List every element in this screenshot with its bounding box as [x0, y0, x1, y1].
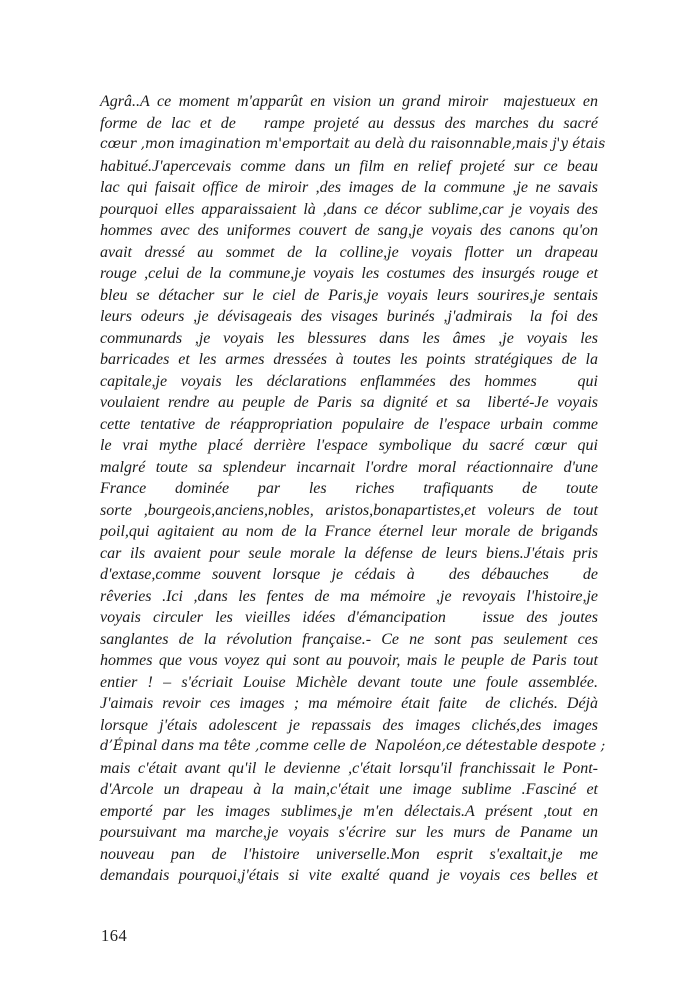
text-line: bleu se détacher sur le ciel de Paris,je voyais leurs sourires,je sentais — [100, 286, 598, 304]
text-line: demandais pourquoi,j'étais si vite exalté quand je voyais ces belles et — [100, 867, 598, 884]
text-line: rêveries .Ici ,dans les fentes de ma mémoire ,je revoyais l'histoire,je — [100, 587, 598, 605]
text-line: capitale,je voyais les déclarations enflammées des hommes qui — [100, 372, 598, 390]
text-line: voulaient rendre au peuple de Paris sa dignité et sa liberté-Je voyais — [100, 394, 598, 411]
text-line: forme de lac et de rampe projeté au dessus des marches du sacré — [100, 114, 598, 132]
text-line: d'extase,comme souvent lorsque je cédais à des débauches de — [100, 566, 598, 583]
text-line: le vrai mythe placé derrière l'espace symbolique du sacré cœur qui — [100, 437, 598, 454]
text-line: rouge ,celui de la commune,je voyais les costumes des insurgés rouge et — [100, 265, 598, 282]
text-line: pourquoi elles apparaissaient là ,dans ce décor sublime,car je voyais des — [100, 200, 598, 218]
text-line: d'Arcole un drapeau à la main,c'était une image sublime .Fasciné et — [100, 781, 598, 798]
text-line: poursuivant ma marche,je voyais s'écrire sur les murs de Paname un — [100, 824, 598, 841]
page-number: 164 — [101, 926, 128, 945]
paragraph — [100, 91, 606, 887]
text-line: hommes que vous voyez qui sont au pouvoir, mais le peuple de Paris tout — [100, 652, 598, 669]
text-line: barricades et les armes dressées à toutes les points stratégiques de la — [100, 351, 598, 368]
text-line: entier ! – s'écriait Louise Michèle devant toute une foule assemblée. — [100, 673, 598, 691]
text-line: car ils avaient pour seule morale la défense de leurs biens.J'étais pris — [100, 544, 598, 562]
text-line: communards ,je voyais les blessures dans les âmes ,je voyais les — [100, 329, 598, 347]
text-line: voyais circuler les vieilles idées d'émancipation issue des joutes — [100, 609, 598, 626]
text-line: poil,qui agitaient au nom de la France éternel leur morale de brigands — [100, 523, 598, 540]
text-line: sanglantes de la révolution française.- Ce ne sont pas seulement ces — [100, 630, 598, 648]
text-line: lac qui faisait office de miroir ,des images de la commune ,je ne savais — [100, 179, 598, 196]
text-line: avait dressé au sommet de la colline,je voyais flotter un drapeau — [100, 243, 598, 261]
text-line: malgré toute sa splendeur incarnait l'ordre moral réactionnaire d'une — [100, 458, 598, 476]
text-line: mais c'était avant qu'il le devienne ,c'était lorsqu'il franchissait le Pont- — [100, 759, 598, 777]
text-line: J'aimais revoir ces images ; ma mémoire était faite de clichés. Déjà — [100, 695, 598, 712]
text-line: nouveau pan de l'histoire universelle.Mon esprit s'exaltait,je me — [100, 845, 598, 863]
text-line: emporté par les images sublimes,je m'en délectais.A présent ,tout en — [100, 802, 598, 820]
text-line: Agrâ..A ce moment m'apparût en vision un grand miroir majestueux en — [100, 93, 598, 110]
text-line: cette tentative de réappropriation populaire de l'espace urbain comme — [100, 415, 598, 433]
text-line: lorsque j'étais adolescent je repassais des images clichés,des images — [100, 716, 598, 734]
text-line: sorte ,bourgeois,anciens,nobles, aristos,bonapartistes,et voleurs de tout — [100, 501, 598, 519]
text-line: habitué.J'apercevais comme dans un film en relief projeté sur ce beau — [100, 157, 598, 175]
text-line: cœur ,mon imagination m'emportait au delà du raisonnable,mais j'y étais — [100, 136, 606, 152]
text-line: leurs odeurs ,je dévisageais des visages burinés ,j'admirais la foi des — [100, 308, 598, 325]
text-line: France dominée par les riches trafiquants de toute — [100, 480, 598, 497]
text-line: d’Épinal dans ma tête ,comme celle de Napoléon,ce détestable despote ; — [100, 738, 606, 754]
text-line: hommes avec des uniformes couvert de sang,je voyais des canons qu'on — [100, 222, 598, 239]
